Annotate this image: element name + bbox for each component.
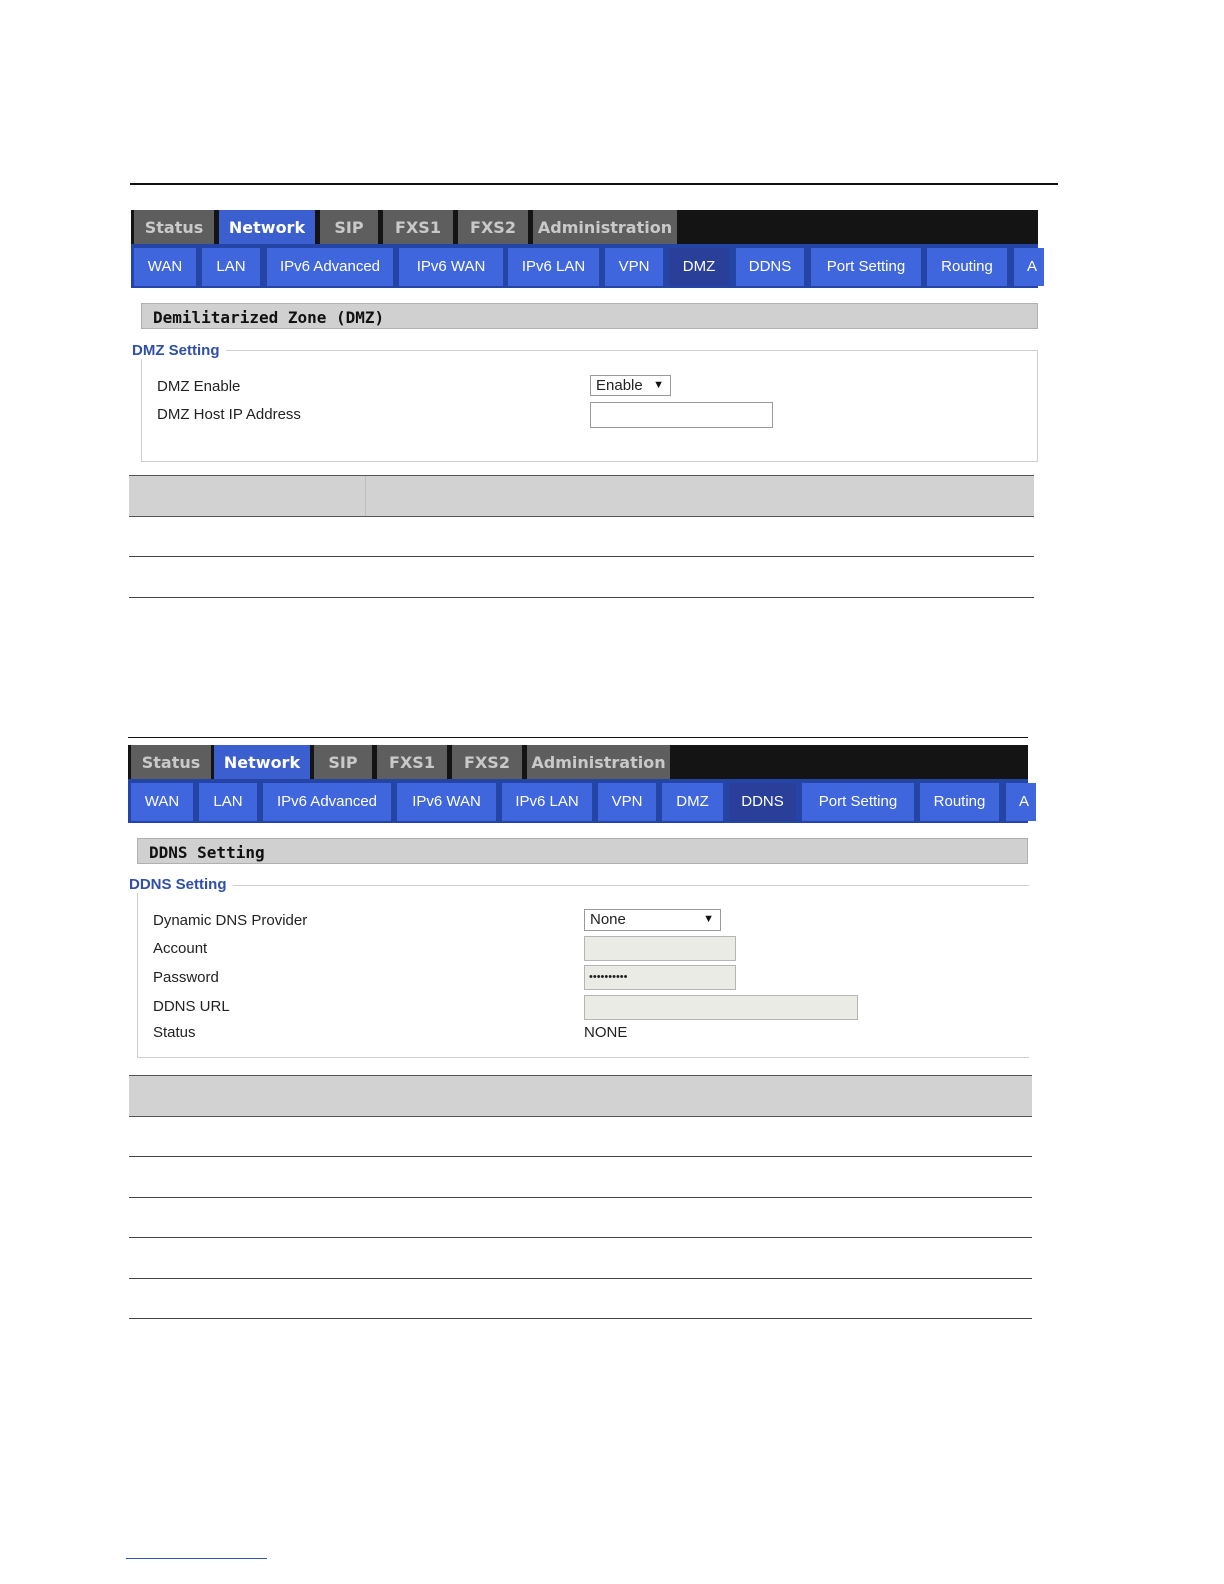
- main-tab-fxs2[interactable]: FXS2: [452, 745, 522, 779]
- dmz-table-row-line: [129, 597, 1034, 598]
- ddns-table-row-line: [129, 1237, 1032, 1238]
- ddns-status-value: NONE: [584, 1024, 628, 1041]
- footnote-rule: [126, 1558, 267, 1559]
- main-tab-bar: [128, 745, 1028, 779]
- main-tab-sip[interactable]: SIP: [320, 210, 378, 244]
- middle-rule: [128, 737, 1028, 738]
- main-tab-status[interactable]: Status: [134, 210, 214, 244]
- dmz-legend: DMZ Setting: [132, 342, 226, 359]
- dmz-host-ip-input[interactable]: [590, 402, 773, 428]
- sub-tab-lan[interactable]: LAN: [202, 248, 260, 286]
- sub-tab-ipv6-wan[interactable]: IPv6 WAN: [397, 783, 496, 821]
- sub-tab-ipv6-advanced[interactable]: IPv6 Advanced: [267, 248, 393, 286]
- top-rule: [130, 183, 1058, 185]
- sub-tab-wan[interactable]: WAN: [131, 783, 193, 821]
- ddns-password-input[interactable]: ••••••••••: [584, 965, 736, 990]
- sub-tab-ipv6-lan[interactable]: IPv6 LAN: [508, 248, 599, 286]
- sub-tab-bar: [131, 244, 1038, 288]
- chevron-down-icon: ▼: [703, 913, 714, 925]
- dmz-enable-value: Enable: [596, 377, 643, 394]
- ddns-provider-label: Dynamic DNS Provider: [153, 912, 308, 929]
- sub-tab-ddns[interactable]: DDNS: [729, 783, 796, 821]
- dmz-table-row-line: [129, 556, 1034, 557]
- ddns-fieldset: [137, 885, 1029, 1058]
- dmz-enable-label: DMZ Enable: [157, 378, 241, 395]
- sub-tab-lan[interactable]: LAN: [199, 783, 257, 821]
- ddns-provider-select[interactable]: [584, 909, 721, 931]
- main-tab-administration[interactable]: Administration: [527, 745, 670, 779]
- main-tab-network[interactable]: Network: [214, 745, 310, 779]
- dmz-screenshot: [131, 210, 1038, 288]
- sub-tab-ddns[interactable]: DDNS: [736, 248, 804, 286]
- ddns-password-label: Password: [153, 969, 219, 986]
- main-tab-fxs2[interactable]: FXS2: [458, 210, 528, 244]
- sub-tab-ipv6-lan[interactable]: IPv6 LAN: [502, 783, 592, 821]
- sub-tab-port-setting[interactable]: Port Setting: [802, 783, 914, 821]
- main-tab-status[interactable]: Status: [131, 745, 211, 779]
- ddns-section-title: DDNS Setting: [137, 838, 1028, 864]
- dmz-section-title: Demilitarized Zone (DMZ): [141, 303, 1038, 329]
- dmz-table-header: [129, 475, 1034, 517]
- dmz-enable-select[interactable]: [590, 375, 671, 396]
- main-tab-fxs1[interactable]: FXS1: [377, 745, 447, 779]
- main-tab-network[interactable]: Network: [219, 210, 315, 244]
- ddns-table-row-line: [129, 1197, 1032, 1198]
- sub-tab-more[interactable]: A: [1006, 783, 1036, 821]
- chevron-down-icon: ▼: [653, 379, 664, 391]
- sub-tab-ipv6-wan[interactable]: IPv6 WAN: [399, 248, 503, 286]
- ddns-legend: DDNS Setting: [129, 876, 233, 893]
- sub-tab-vpn[interactable]: VPN: [605, 248, 663, 286]
- sub-tab-wan[interactable]: WAN: [134, 248, 196, 286]
- ddns-table-header: [129, 1075, 1032, 1117]
- ddns-table-row-line: [129, 1318, 1032, 1319]
- sub-tab-dmz[interactable]: DMZ: [662, 783, 723, 821]
- sub-tab-routing[interactable]: Routing: [920, 783, 999, 821]
- dmz-table-header-divider: [365, 476, 366, 516]
- ddns-account-label: Account: [153, 940, 208, 957]
- sub-tab-more[interactable]: A: [1014, 248, 1044, 286]
- ddns-screenshot: [128, 745, 1028, 823]
- sub-tab-bar: [128, 779, 1028, 823]
- sub-tab-routing[interactable]: Routing: [927, 248, 1007, 286]
- ddns-account-input[interactable]: [584, 936, 736, 961]
- sub-tab-vpn[interactable]: VPN: [598, 783, 656, 821]
- dmz-host-label: DMZ Host IP Address: [157, 406, 301, 423]
- sub-tab-port-setting[interactable]: Port Setting: [811, 248, 921, 286]
- ddns-provider-value: None: [590, 911, 626, 928]
- main-tab-bar: [131, 210, 1038, 244]
- main-tab-administration[interactable]: Administration: [533, 210, 677, 244]
- ddns-table-row-line: [129, 1156, 1032, 1157]
- main-tab-fxs1[interactable]: FXS1: [383, 210, 453, 244]
- sub-tab-dmz[interactable]: DMZ: [669, 248, 729, 286]
- ddns-table-row-line: [129, 1278, 1032, 1279]
- ddns-status-label: Status: [153, 1024, 196, 1041]
- sub-tab-ipv6-advanced[interactable]: IPv6 Advanced: [263, 783, 391, 821]
- main-tab-sip[interactable]: SIP: [314, 745, 372, 779]
- ddns-url-label: DDNS URL: [153, 998, 230, 1015]
- ddns-url-input[interactable]: [584, 995, 858, 1020]
